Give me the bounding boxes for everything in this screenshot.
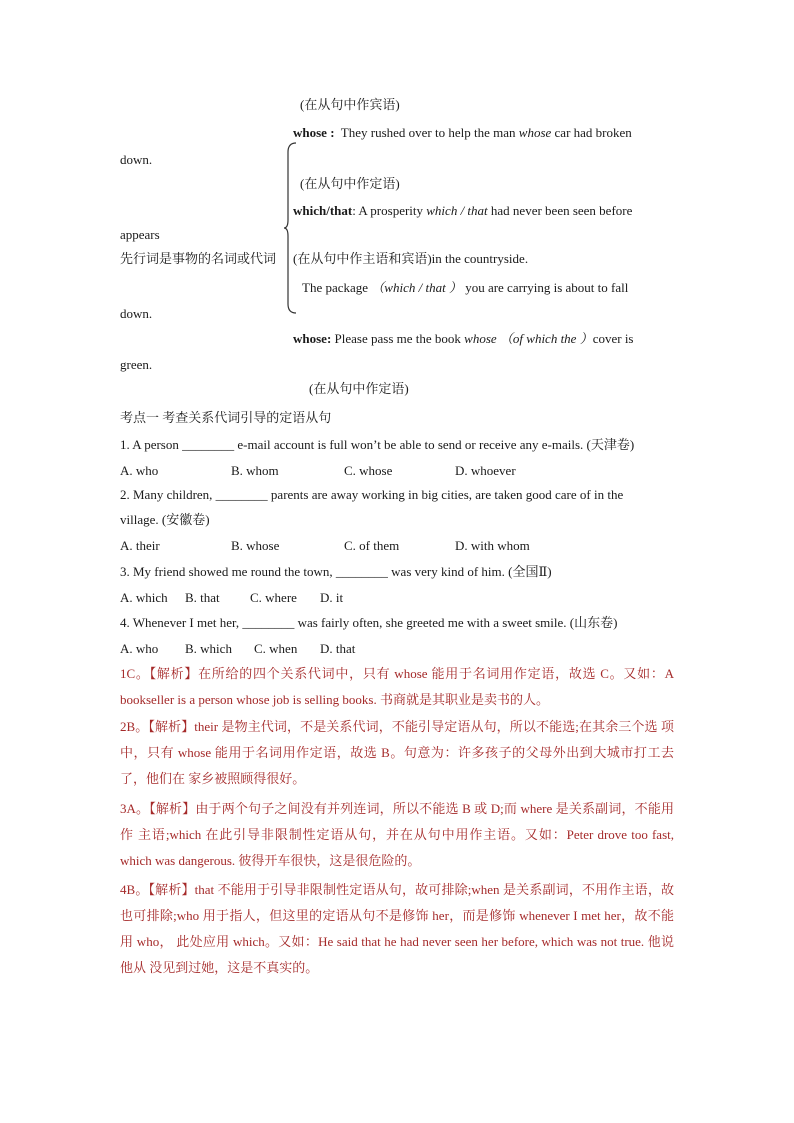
question-1-stem: 1. A person ________ e-mail account is full won’t be able to send or receive any e-mails. (天津卷) [120, 437, 635, 452]
note-attributive-2: (在从句中作定语) [309, 381, 409, 396]
whose-example-line: whose : They rushed over to help the man whose car had broken [293, 125, 632, 140]
answer-3: 3A。【解析】由于两个句子之间没有并列连词，所以不能选 B 或 D;而 where 是关系副词，不能用作 主语;which 在此引导非限制性定语从句，并在从句中用作主语。又如：Peter drove too fast, which was dangerous. 彼得开车很快，这是很危险的。 [120, 801, 674, 868]
which-label: which/that [293, 203, 353, 218]
q1-option-d: D. whoever [455, 463, 516, 478]
q2-option-c: C. of them [344, 538, 400, 553]
q1-option-b: B. whom [231, 463, 279, 478]
note-attributive: (在从句中作定语) [300, 176, 400, 191]
q2-option-d: D. with whom [455, 538, 530, 553]
q2-option-b: B. whose [231, 538, 280, 553]
whose2-example-wrap: green. [120, 357, 153, 372]
q1-option-c: C. whose [344, 463, 393, 478]
whose2-label: whose: [293, 331, 332, 346]
which-example-wrap: appears [120, 227, 160, 242]
answer-4: 4B。【解析】that 不能用于引导非限制性定语从句，故可排除;when 是关系副词，不用作主语，故 也可排除;who 用于指人，但这里的定语从句不是修饰 her，而是修饰 whenever I met her，故不能用 who， 此处应用 which。又如：He said that he had never seen her before, which was not true. 他说他从 没见到过她，这是不真实的。 [120, 882, 674, 975]
brace-icon [284, 142, 298, 314]
q3-option-b: B. that [185, 590, 220, 605]
q4-option-a: A. who [120, 641, 159, 656]
question-3-stem: 3. My friend showed me round the town, ________ was very kind of him. (全国Ⅱ) [120, 564, 552, 579]
package-example-wrap: down. [120, 306, 153, 321]
whose-label: whose : [293, 125, 335, 140]
question-2-stem: 2. Many children, ________ parents are away working in big cities, are taken good care of in the [120, 487, 624, 502]
antecedent-label: 先行词是事物的名词或代词 [120, 251, 277, 266]
answer-1: 1C。【解析】在所给的四个关系代词中，只有 whose 能用于名词用作定语，故选 C。又如：A bookseller is a person whose job is selling books. 书商就是其职业是卖书的人。 [120, 666, 674, 707]
whose2-example-line: whose: Please pass me the book whose （of which the ）cover is [293, 331, 634, 346]
q2-option-a: A. their [120, 538, 160, 553]
q3-option-c: C. where [250, 590, 297, 605]
which-example-line: which/that: A prosperity which / that had never been seen before [293, 203, 633, 218]
q4-option-b: B. which [185, 641, 232, 656]
q3-option-a: A. which [120, 590, 168, 605]
section-title: 考点一 考查关系代词引导的定语从句 [120, 410, 332, 425]
q3-option-d: D. it [320, 590, 344, 605]
q4-option-d: D. that [320, 641, 356, 656]
question-4-stem: 4. Whenever I met her, ________ was fairly often, she greeted me with a sweet smile. (山东卷) [120, 615, 618, 630]
package-example-line: The package （which / that ） you are carrying is about to fall [302, 280, 629, 295]
q4-option-c: C. when [254, 641, 298, 656]
question-2-stem-wrap: village. (安徽卷) [120, 512, 210, 527]
q1-option-a: A. who [120, 463, 159, 478]
note-object: (在从句中作宾语) [300, 97, 400, 112]
answer-2: 2B。【解析】their 是物主代词，不是关系代词，不能引导定语从句，所以不能选;在其余三个选 项中，只有 whose 能用于名词用作定语，故选 B。句意为：许多孩子的父母外出到大城市打工去了，他们在 家乡被照顾得很好。 [120, 719, 674, 786]
subj-obj-line: (在从句中作主语和宾语)in the countryside. [293, 251, 529, 266]
whose-example-wrap: down. [120, 152, 153, 167]
